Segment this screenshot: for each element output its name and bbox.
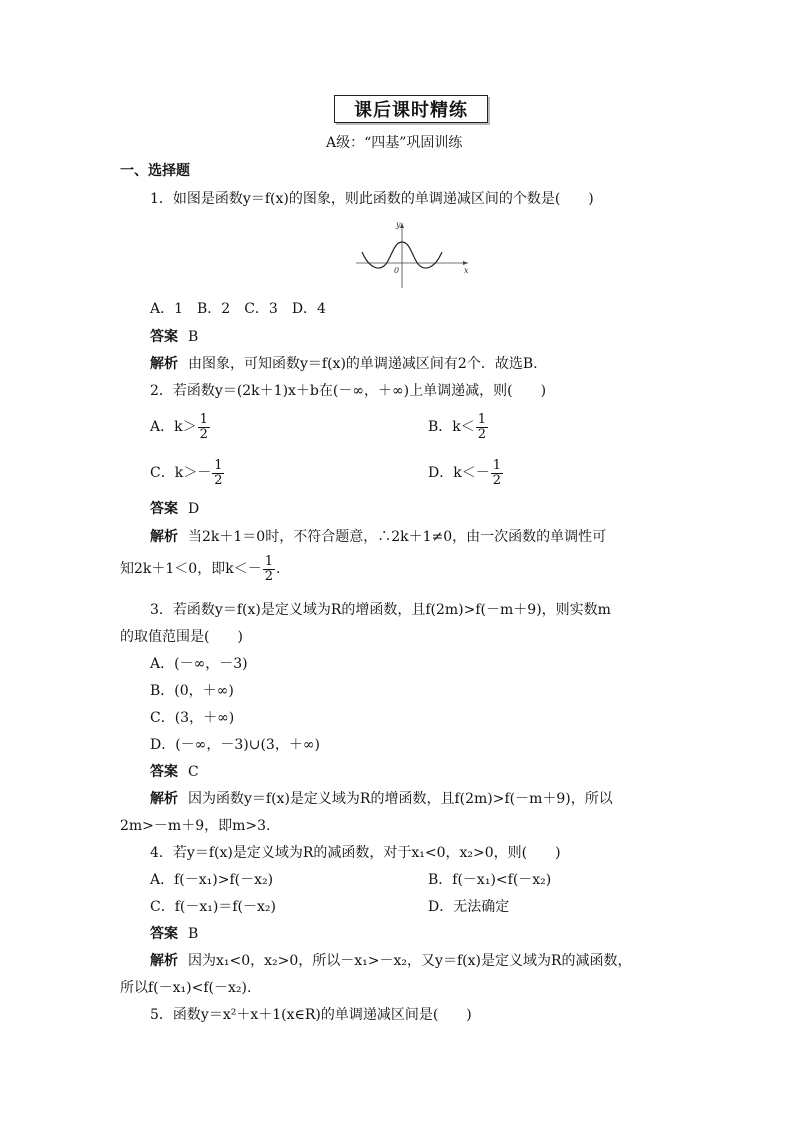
q4-option-c: C．f(－x₁)＝f(－x₂) <box>150 899 276 915</box>
q3-analysis-line2: 2m>－m＋9，即m>3. <box>120 818 271 834</box>
q2-analysis-line1 <box>150 527 606 547</box>
q1-analysis <box>150 354 538 374</box>
q3-option-c: C．(3，＋∞) <box>150 710 235 726</box>
q4-analysis-text: 因为x₁<0，x₂>0，所以－x₁>－x₂，又y＝f(x)是定义域为R的减函数， <box>188 953 632 969</box>
origin-label: 0 <box>394 266 400 275</box>
q1-answer <box>150 327 198 347</box>
q3-option-b: B．(0，＋∞) <box>150 683 234 699</box>
analysis-label: 解析 <box>150 791 178 807</box>
q4-stem: 4．若y＝f(x)是定义域为R的减函数，对于x₁<0，x₂>0，则( ) <box>150 845 561 861</box>
q2-option-a-text: A．k＞ <box>150 419 197 435</box>
fraction: $\frac{1}{2}$ <box>214 457 223 488</box>
q3-analysis-line1 <box>150 789 613 809</box>
q1-answer-value: B <box>188 329 199 345</box>
answer-label: 答案 <box>150 501 178 517</box>
q3-option-a: A．(－∞，－3) <box>150 656 248 672</box>
q3-answer <box>150 762 199 782</box>
x-axis-label: x <box>464 266 469 275</box>
q2-option-d-text: D．k＜－ <box>428 465 490 481</box>
q2-answer-value: D <box>188 501 200 517</box>
q2-option-b <box>428 408 489 446</box>
q2-option-d <box>428 454 504 492</box>
q4-answer-value: B <box>188 926 199 942</box>
page-title: 课后课时精练 <box>334 95 488 123</box>
y-axis-arrow <box>400 223 404 228</box>
q4-option-d: D．无法确定 <box>428 899 510 915</box>
analysis-label: 解析 <box>150 953 178 969</box>
q3-analysis-text: 因为函数y＝f(x)是定义域为R的增函数，且f(2m)>f(－m＋9)，所以 <box>188 791 613 807</box>
q3-stem-line1: 3．若函数y＝f(x)是定义域为R的增函数，且f(2m)>f(－m＋9)，则实数m <box>150 602 611 618</box>
section-heading: 一、选择题 <box>120 163 190 179</box>
fraction: $\frac{1}{2}$ <box>199 411 208 442</box>
q1-options: A．1 B．2 C．3 D．4 <box>150 301 326 317</box>
q4-analysis-line1 <box>150 951 632 971</box>
q2-answer <box>150 499 199 519</box>
q2-option-b-text: B．k＜ <box>428 419 475 435</box>
answer-label: 答案 <box>150 329 178 345</box>
fraction: $\frac{1}{2}$ <box>492 457 501 488</box>
q2-option-c-text: C．k＞－ <box>150 465 212 481</box>
q3-option-d: D．(－∞，－3)∪(3，＋∞) <box>150 737 320 753</box>
q1-analysis-text: 由图象，可知函数y＝f(x)的单调递减区间有2个．故选B. <box>188 356 538 372</box>
q3-stem-line2: 的取值范围是( ) <box>120 629 243 645</box>
q2-stem: 2．若函数y＝(2k＋1)x＋b在(－∞，＋∞)上单调递减，则( ) <box>150 383 547 399</box>
analysis-label: 解析 <box>150 356 178 372</box>
answer-label: 答案 <box>150 926 178 942</box>
q1-graph <box>352 216 476 290</box>
q4-answer <box>150 924 198 944</box>
answer-label: 答案 <box>150 764 178 780</box>
level-subtitle: A级：“四基”巩固训练 <box>326 135 463 151</box>
analysis-label: 解析 <box>150 529 178 545</box>
function-graph <box>352 216 476 290</box>
q2-analysis-text: 当2k＋1＝0时，不符合题意，∴2k＋1≠0，由一次函数的单调性可 <box>188 529 607 545</box>
q2-analysis-line2-text: 知2k＋1＜0，即k＜－ <box>120 561 262 577</box>
q5-stem: 5．函数y＝x²＋x＋1(x∈R)的单调递减区间是( ) <box>150 1007 472 1023</box>
fraction: $\frac{1}{2}$ <box>477 411 487 442</box>
q3-answer-value: C <box>188 764 199 780</box>
q2-option-a <box>150 408 211 446</box>
q4-option-b: B．f(－x₁)<f(－x₂) <box>428 872 552 888</box>
q4-analysis-line2: 所以f(－x₁)<f(－x₂). <box>120 980 252 996</box>
fraction: $\frac{1}{2}$ <box>264 553 273 584</box>
y-axis-label: y <box>396 220 401 229</box>
x-axis-arrow <box>463 261 468 265</box>
q4-option-a: A．f(－x₁)>f(－x₂) <box>150 872 274 888</box>
q2-analysis-line2: 知2k＋1＜0，即k＜－ $\frac{1}{2}$ . <box>120 553 281 584</box>
q1-stem: 1．如图是函数y＝f(x)的图象，则此函数的单调递减区间的个数是( ) <box>150 191 594 207</box>
q2-option-c <box>150 454 225 492</box>
